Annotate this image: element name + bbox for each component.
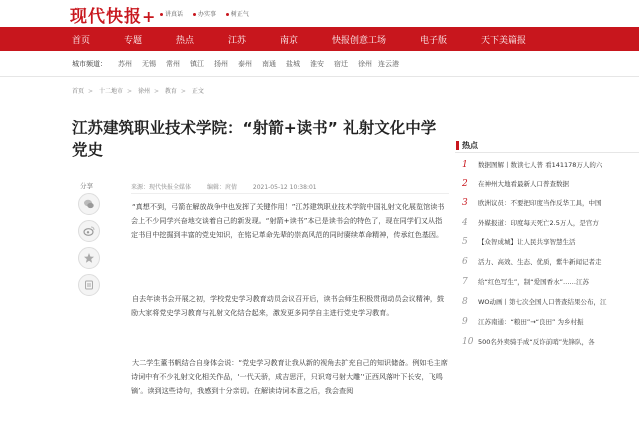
article-paragraph: “真想不到，弓箭在解放战争中也发挥了关键作用！”江苏建筑职业技术学院中国礼射文化展览馆读书会上不少同学兴奋地交谈着自己的新发现。“射箭+读书”本已是读书会的特色了，现在同学们又从指定书目中挖掘到丰富的党史知识，在铭记革命先辈的崇高风范的同时赓续革命精神，传承红色基因。: [131, 202, 445, 239]
hot-list-divider: [455, 152, 639, 153]
nav-item-jiangsu[interactable]: 江苏: [228, 36, 247, 46]
hot-list-item[interactable]: [462, 297, 639, 313]
city-link[interactable]: 镇江: [190, 60, 204, 68]
site-logo[interactable]: [70, 2, 156, 27]
breadcrumb-separator: >: [180, 88, 186, 95]
breadcrumb-item[interactable]: 十二地市: [98, 88, 123, 95]
hot-list-item[interactable]: [462, 198, 639, 214]
top-bar: [0, 0, 639, 27]
city-link[interactable]: 扬州: [214, 60, 228, 68]
breadcrumb-item[interactable]: 徐州: [137, 88, 150, 95]
logo-text: 现代快报: [70, 7, 142, 27]
hot-item-text: 外媒报道：印度每天死亡2.5万人，是官方: [478, 219, 599, 227]
nav-item-tianxia[interactable]: 天下美篇报: [481, 36, 527, 46]
hot-rank: 8: [462, 297, 468, 307]
city-link[interactable]: 淮安: [310, 60, 324, 68]
hot-list-item[interactable]: [462, 337, 639, 353]
hot-rank: 4: [462, 218, 468, 228]
hot-rank: 6: [462, 257, 468, 267]
nav-item-nanjing[interactable]: 南京: [280, 36, 299, 46]
hot-list-item[interactable]: [462, 179, 639, 195]
article-meta: [131, 182, 331, 191]
city-channel-label: 城市频道：: [72, 60, 107, 68]
hot-item-text: WO动画丨第七次全国人口普查结果公布，江: [478, 298, 607, 306]
article-editor: 编辑：庹倩: [206, 184, 237, 191]
hot-item-text: 活力、高效、生态、优质，紫牛新闻记者走: [478, 258, 602, 266]
hot-rank: 3: [462, 198, 468, 208]
nav-item-hot[interactable]: 热点: [176, 36, 195, 46]
hot-item-text: 在神州大地看最新人口普查数据: [478, 180, 569, 188]
city-link[interactable]: 连云港: [378, 60, 399, 68]
breadcrumb-item[interactable]: 教育: [164, 88, 177, 95]
hot-item-text: 500名外卖骑手成“反诈前哨”先锋队，各: [478, 338, 595, 346]
breadcrumb-separator: >: [126, 88, 133, 95]
city-link[interactable]: 徐州: [358, 60, 372, 68]
qzone-share-button[interactable]: [78, 247, 100, 269]
wechat-icon: [83, 198, 95, 210]
hot-list-item[interactable]: [462, 277, 639, 293]
weibo-share-button[interactable]: [78, 220, 100, 242]
slogan: 办实事: [197, 11, 216, 18]
slogan: 讲真话: [165, 11, 184, 18]
hot-list-item[interactable]: [462, 257, 639, 273]
hot-rank: 7: [462, 277, 468, 287]
article-paragraph: 大二学生董书帆结合自身体会说：“党史学习教育让我从新的视角去扩充自己的知识储备。例如毛主席诗词中有不少礼射文化相关作品，‘一代天骄，成吉思汗，只识弯弓射大雕’‘正西风落叶下长安，飞鸣镝’。读到这些诗句，我感到十分亲切。在解读诗词本意之后，我会查阅: [131, 358, 448, 395]
hot-list-item[interactable]: [462, 160, 639, 176]
breadcrumb: [72, 86, 204, 95]
main-nav: [0, 27, 639, 51]
city-link[interactable]: 常州: [166, 60, 180, 68]
slogan-dot-icon: [193, 13, 196, 16]
hot-list-title: 热点: [462, 141, 478, 150]
breadcrumb-separator: >: [88, 88, 94, 95]
slogans: [160, 9, 257, 18]
share-label: 分享: [80, 182, 93, 190]
hot-rank: 9: [462, 317, 468, 327]
article-paragraph: 自去年读书会开展之初，学校党史学习教育动员会议召开后，读书会师生积极贯彻动员会议精神，鼓励大家将党史学习教育与礼射文化结合起来，激发更多同学自主进行党史学习教育。: [131, 294, 445, 317]
hot-item-text: 欧洲议员：不要把印度当作反华工具，中国: [478, 199, 602, 207]
city-link[interactable]: 盐城: [286, 60, 300, 68]
city-channel-bar: [0, 51, 639, 77]
nav-item-topics[interactable]: 专题: [124, 36, 143, 46]
hot-rank: 10: [462, 337, 474, 347]
city-link[interactable]: 无锡: [142, 60, 156, 68]
hot-list-item[interactable]: [462, 317, 639, 333]
city-link[interactable]: 泰州: [238, 60, 252, 68]
more-share-button[interactable]: [78, 274, 100, 296]
city-link[interactable]: 南通: [262, 60, 276, 68]
city-link[interactable]: 宿迁: [334, 60, 348, 68]
slogan-dot-icon: [226, 13, 229, 16]
city-link[interactable]: 苏州: [118, 60, 132, 68]
hot-list-item[interactable]: [462, 218, 639, 234]
hot-list-item[interactable]: [462, 237, 639, 253]
slogan: 树正气: [230, 11, 249, 18]
weibo-icon: [83, 225, 95, 237]
hot-rank: 5: [462, 237, 468, 247]
breadcrumb-separator: >: [153, 88, 159, 95]
logo-plus: +: [142, 7, 157, 26]
hot-item-text: 江苏南通：“粮田”→“良田” 为乡村振: [478, 318, 584, 326]
slogan-dot-icon: [160, 13, 163, 16]
breadcrumb-item: 正文: [191, 88, 204, 95]
nav-item-epaper[interactable]: 电子版: [420, 36, 448, 46]
hot-rank: 2: [462, 179, 468, 189]
hot-item-text: 给“红色写生”，制“爱国香水”……江苏: [478, 278, 589, 286]
article-source: 来源：现代快报全媒体: [131, 184, 192, 191]
share-more-icon: [83, 279, 95, 291]
wechat-share-button[interactable]: [78, 193, 100, 215]
nav-item-home[interactable]: 首页: [72, 36, 91, 46]
hot-item-text: 【众智成城】让人民共享智慧生活: [478, 238, 576, 246]
hot-rank: 1: [462, 160, 468, 170]
meta-divider: [131, 193, 449, 194]
article-date: 2021-05-12 10:38:01: [252, 184, 317, 191]
qzone-star-icon: [83, 252, 95, 264]
nav-item-creative[interactable]: 快报创意工场: [332, 36, 387, 46]
hot-item-text: 数据图解丨数读七人普 看141178万人的六: [478, 161, 603, 169]
breadcrumb-item[interactable]: 首页: [72, 88, 85, 95]
article-title: 江苏建筑职业技术学院：“射箭+读书” 礼射文化中学党史: [72, 119, 437, 159]
